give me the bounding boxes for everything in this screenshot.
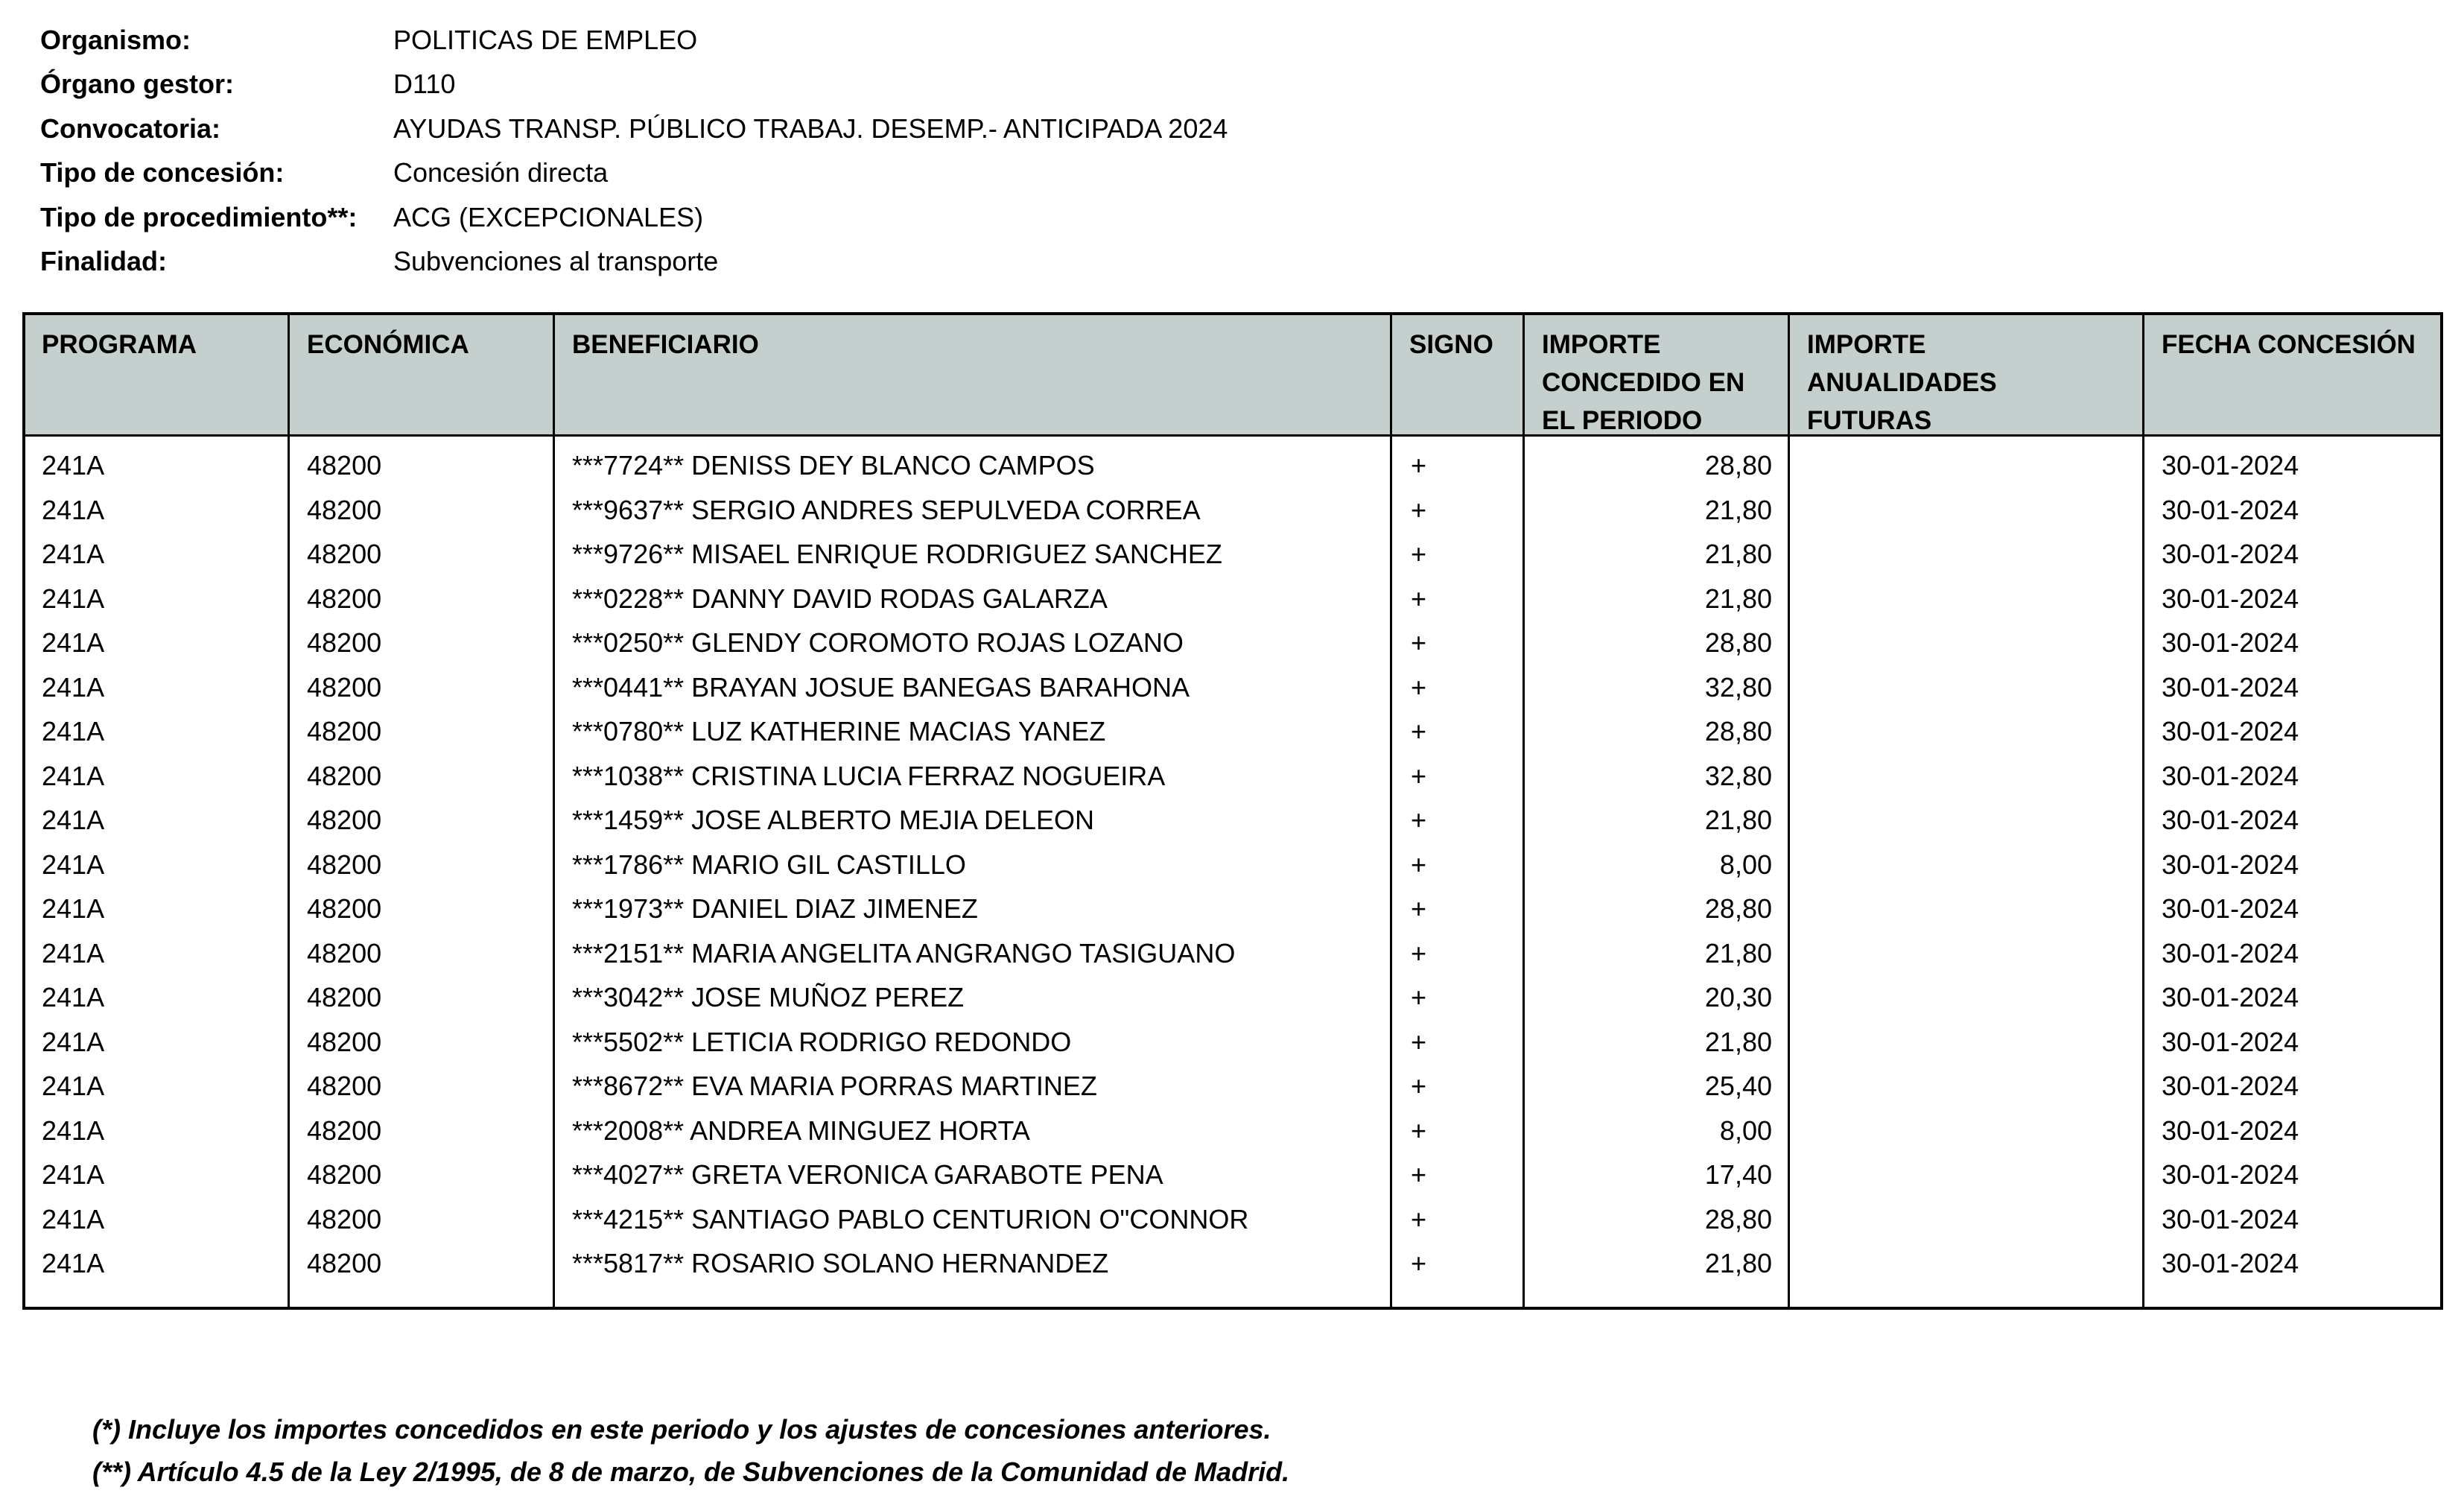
cell-fecha: 30-01-2024 (2162, 982, 2299, 1012)
table-row (25, 532, 2440, 577)
meta-row-finalidad (40, 240, 1228, 285)
cell-importe: 28,80 (1704, 450, 1772, 481)
beneficiaries-table (22, 312, 2443, 1310)
cell-beneficiario: ***4027** GRETA VERONICA GARABOTE PENA (572, 1159, 1163, 1190)
cell-signo: + (1411, 1115, 1427, 1146)
cell-beneficiario: ***0228** DANNY DAVID RODAS GALARZA (572, 583, 1108, 614)
cell-importe: 25,40 (1704, 1071, 1772, 1101)
cell-fecha: 30-01-2024 (2162, 805, 2299, 835)
meta-value: Subvenciones al transporte (393, 246, 719, 277)
cell-economica: 48200 (307, 583, 382, 614)
header-importe-line: EL PERIODO (1542, 406, 1703, 435)
cell-fecha: 30-01-2024 (2162, 849, 2299, 880)
document-metadata (40, 18, 1228, 284)
cell-economica: 48200 (307, 893, 382, 924)
table-row (25, 754, 2440, 799)
cell-signo: + (1411, 893, 1427, 924)
cell-fecha: 30-01-2024 (2162, 1248, 2299, 1278)
cell-signo: + (1411, 627, 1427, 658)
table-header (25, 315, 2440, 437)
cell-programa: 241A (42, 1248, 105, 1278)
cell-beneficiario: ***9726** MISAEL ENRIQUE RODRIGUEZ SANCHEZ (572, 539, 1222, 569)
table-row (25, 798, 2440, 843)
cell-importe: 28,80 (1704, 1203, 1772, 1234)
cell-beneficiario: ***0441** BRAYAN JOSUE BANEGAS BARAHONA (572, 671, 1190, 703)
header-importe-line: CONCEDIDO EN (1542, 368, 1745, 397)
cell-importe: 32,80 (1704, 671, 1772, 703)
cell-economica: 48200 (307, 1203, 382, 1234)
meta-label: Convocatoria: (40, 112, 221, 144)
cell-economica: 48200 (307, 1248, 382, 1278)
cell-beneficiario: ***1786** MARIO GIL CASTILLO (572, 849, 966, 880)
cell-importe: 21,80 (1704, 1026, 1772, 1057)
table-row (25, 1197, 2440, 1242)
header-beneficiario: BENEFICIARIO (572, 330, 759, 359)
cell-signo: + (1411, 539, 1427, 569)
meta-label: Órgano gestor: (40, 69, 235, 100)
cell-economica: 48200 (307, 450, 382, 481)
cell-economica: 48200 (307, 982, 382, 1012)
header-importe-line: IMPORTE (1542, 330, 1661, 359)
cell-fecha: 30-01-2024 (2162, 450, 2299, 481)
cell-programa: 241A (42, 760, 105, 791)
cell-programa: 241A (42, 805, 105, 835)
cell-economica: 48200 (307, 1071, 382, 1101)
header-importe-anualidades (1807, 326, 1997, 440)
cell-signo: + (1411, 1248, 1427, 1278)
table-row (25, 1109, 2440, 1153)
table-row (25, 931, 2440, 976)
meta-value: POLITICAS DE EMPLEO (393, 24, 698, 55)
header-economica: ECONÓMICA (307, 330, 469, 359)
header-fecha-concesion: FECHA CONCESIÓN (2162, 330, 2416, 359)
cell-signo: + (1411, 494, 1427, 525)
cell-importe: 21,80 (1704, 539, 1772, 569)
cell-beneficiario: ***4215** SANTIAGO PABLO CENTURION O"CONNOR (572, 1203, 1249, 1234)
cell-programa: 241A (42, 671, 105, 703)
cell-fecha: 30-01-2024 (2162, 1203, 2299, 1234)
table-row (25, 488, 2440, 533)
cell-economica: 48200 (307, 1115, 382, 1146)
cell-beneficiario: ***5502** LETICIA RODRIGO REDONDO (572, 1026, 1072, 1057)
cell-economica: 48200 (307, 1159, 382, 1190)
cell-signo: + (1411, 937, 1427, 969)
cell-programa: 241A (42, 494, 105, 525)
cell-fecha: 30-01-2024 (2162, 1071, 2299, 1101)
cell-fecha: 30-01-2024 (2162, 671, 2299, 703)
cell-programa: 241A (42, 893, 105, 924)
cell-programa: 241A (42, 849, 105, 880)
cell-importe: 8,00 (1719, 1115, 1772, 1146)
cell-signo: + (1411, 583, 1427, 614)
cell-signo: + (1411, 805, 1427, 835)
cell-economica: 48200 (307, 671, 382, 703)
meta-label: Tipo de procedimiento**: (40, 201, 358, 232)
cell-signo: + (1411, 1159, 1427, 1190)
meta-value: Concesión directa (393, 157, 609, 188)
cell-programa: 241A (42, 539, 105, 569)
cell-importe: 21,80 (1704, 1248, 1772, 1278)
cell-beneficiario: ***1038** CRISTINA LUCIA FERRAZ NOGUEIRA (572, 760, 1166, 791)
cell-fecha: 30-01-2024 (2162, 583, 2299, 614)
cell-economica: 48200 (307, 849, 382, 880)
cell-programa: 241A (42, 982, 105, 1012)
cell-economica: 48200 (307, 539, 382, 569)
cell-signo: + (1411, 716, 1427, 747)
table-row (25, 443, 2440, 488)
cell-programa: 241A (42, 937, 105, 969)
cell-beneficiario: ***1973** DANIEL DIAZ JIMENEZ (572, 893, 978, 924)
cell-programa: 241A (42, 1026, 105, 1057)
table-row (25, 665, 2440, 710)
meta-value: ACG (EXCEPCIONALES) (393, 201, 704, 232)
cell-importe: 28,80 (1704, 716, 1772, 747)
cell-fecha: 30-01-2024 (2162, 760, 2299, 791)
cell-beneficiario: ***2008** ANDREA MINGUEZ HORTA (572, 1115, 1030, 1146)
cell-beneficiario: ***8672** EVA MARIA PORRAS MARTINEZ (572, 1071, 1097, 1101)
meta-row-organo-gestor (40, 63, 1228, 107)
footnote-1: (*) Incluye los importes concedidos en este periodo y los ajustes de concesiones anteriores. (92, 1414, 1271, 1445)
cell-economica: 48200 (307, 937, 382, 969)
cell-importe: 28,80 (1704, 627, 1772, 658)
cell-signo: + (1411, 1026, 1427, 1057)
cell-beneficiario: ***5817** ROSARIO SOLANO HERNANDEZ (572, 1248, 1109, 1278)
table-body (25, 443, 2440, 1286)
header-anualidades-line: ANUALIDADES (1807, 368, 1997, 397)
cell-fecha: 30-01-2024 (2162, 494, 2299, 525)
meta-row-convocatoria (40, 107, 1228, 151)
cell-importe: 8,00 (1719, 849, 1772, 880)
cell-signo: + (1411, 1203, 1427, 1234)
table-row (25, 1020, 2440, 1065)
header-anualidades-line: IMPORTE (1807, 330, 1926, 359)
cell-economica: 48200 (307, 627, 382, 658)
meta-value: AYUDAS TRANSP. PÚBLICO TRABAJ. DESEMP.- ANTICIPADA 2024 (393, 112, 1228, 144)
table-row (25, 843, 2440, 887)
cell-fecha: 30-01-2024 (2162, 716, 2299, 747)
cell-signo: + (1411, 849, 1427, 880)
table-row (25, 1064, 2440, 1109)
cell-signo: + (1411, 760, 1427, 791)
cell-beneficiario: ***0780** LUZ KATHERINE MACIAS YANEZ (572, 716, 1106, 747)
footnote-2: (**) Artículo 4.5 de la Ley 2/1995, de 8 de marzo, de Subvenciones de la Comunidad de Madrid. (92, 1457, 1290, 1487)
cell-beneficiario: ***1459** JOSE ALBERTO MEJIA DELEON (572, 805, 1094, 835)
meta-row-tipo-procedimiento (40, 195, 1228, 240)
header-anualidades-line: FUTURAS (1807, 406, 1932, 435)
cell-signo: + (1411, 982, 1427, 1012)
cell-programa: 241A (42, 1159, 105, 1190)
table-row (25, 1153, 2440, 1197)
cell-importe: 32,80 (1704, 760, 1772, 791)
cell-beneficiario: ***9637** SERGIO ANDRES SEPULVEDA CORREA (572, 494, 1201, 525)
cell-beneficiario: ***0250** GLENDY COROMOTO ROJAS LOZANO (572, 627, 1184, 658)
header-importe-concedido (1542, 326, 1744, 440)
header-signo: SIGNO (1409, 330, 1493, 359)
cell-fecha: 30-01-2024 (2162, 893, 2299, 924)
cell-programa: 241A (42, 1071, 105, 1101)
cell-programa: 241A (42, 1203, 105, 1234)
cell-signo: + (1411, 450, 1427, 481)
cell-fecha: 30-01-2024 (2162, 539, 2299, 569)
cell-beneficiario: ***2151** MARIA ANGELITA ANGRANGO TASIGUANO (572, 937, 1236, 969)
cell-signo: + (1411, 1071, 1427, 1101)
meta-row-organismo (40, 18, 1228, 63)
meta-label: Finalidad: (40, 246, 167, 277)
cell-fecha: 30-01-2024 (2162, 1159, 2299, 1190)
cell-importe: 21,80 (1704, 583, 1772, 614)
cell-economica: 48200 (307, 1026, 382, 1057)
meta-label: Organismo: (40, 24, 191, 55)
header-programa: PROGRAMA (42, 330, 197, 359)
cell-importe: 17,40 (1704, 1159, 1772, 1190)
cell-programa: 241A (42, 450, 105, 481)
cell-economica: 48200 (307, 494, 382, 525)
table-row (25, 1241, 2440, 1286)
meta-label: Tipo de concesión: (40, 157, 285, 188)
cell-beneficiario: ***3042** JOSE MUÑOZ PEREZ (572, 982, 965, 1012)
table-row (25, 975, 2440, 1020)
cell-importe: 28,80 (1704, 893, 1772, 924)
table-row (25, 709, 2440, 754)
cell-fecha: 30-01-2024 (2162, 1115, 2299, 1146)
cell-importe: 20,30 (1704, 982, 1772, 1012)
cell-economica: 48200 (307, 716, 382, 747)
table-row (25, 621, 2440, 665)
cell-importe: 21,80 (1704, 805, 1772, 835)
cell-fecha: 30-01-2024 (2162, 1026, 2299, 1057)
cell-beneficiario: ***7724** DENISS DEY BLANCO CAMPOS (572, 450, 1095, 481)
table-row (25, 887, 2440, 931)
cell-signo: + (1411, 671, 1427, 703)
cell-importe: 21,80 (1704, 494, 1772, 525)
cell-programa: 241A (42, 716, 105, 747)
cell-programa: 241A (42, 1115, 105, 1146)
table-row (25, 577, 2440, 621)
meta-row-tipo-concesion (40, 151, 1228, 196)
cell-economica: 48200 (307, 805, 382, 835)
cell-economica: 48200 (307, 760, 382, 791)
meta-value: D110 (393, 69, 456, 100)
cell-fecha: 30-01-2024 (2162, 937, 2299, 969)
cell-programa: 241A (42, 583, 105, 614)
cell-fecha: 30-01-2024 (2162, 627, 2299, 658)
cell-importe: 21,80 (1704, 937, 1772, 969)
cell-programa: 241A (42, 627, 105, 658)
